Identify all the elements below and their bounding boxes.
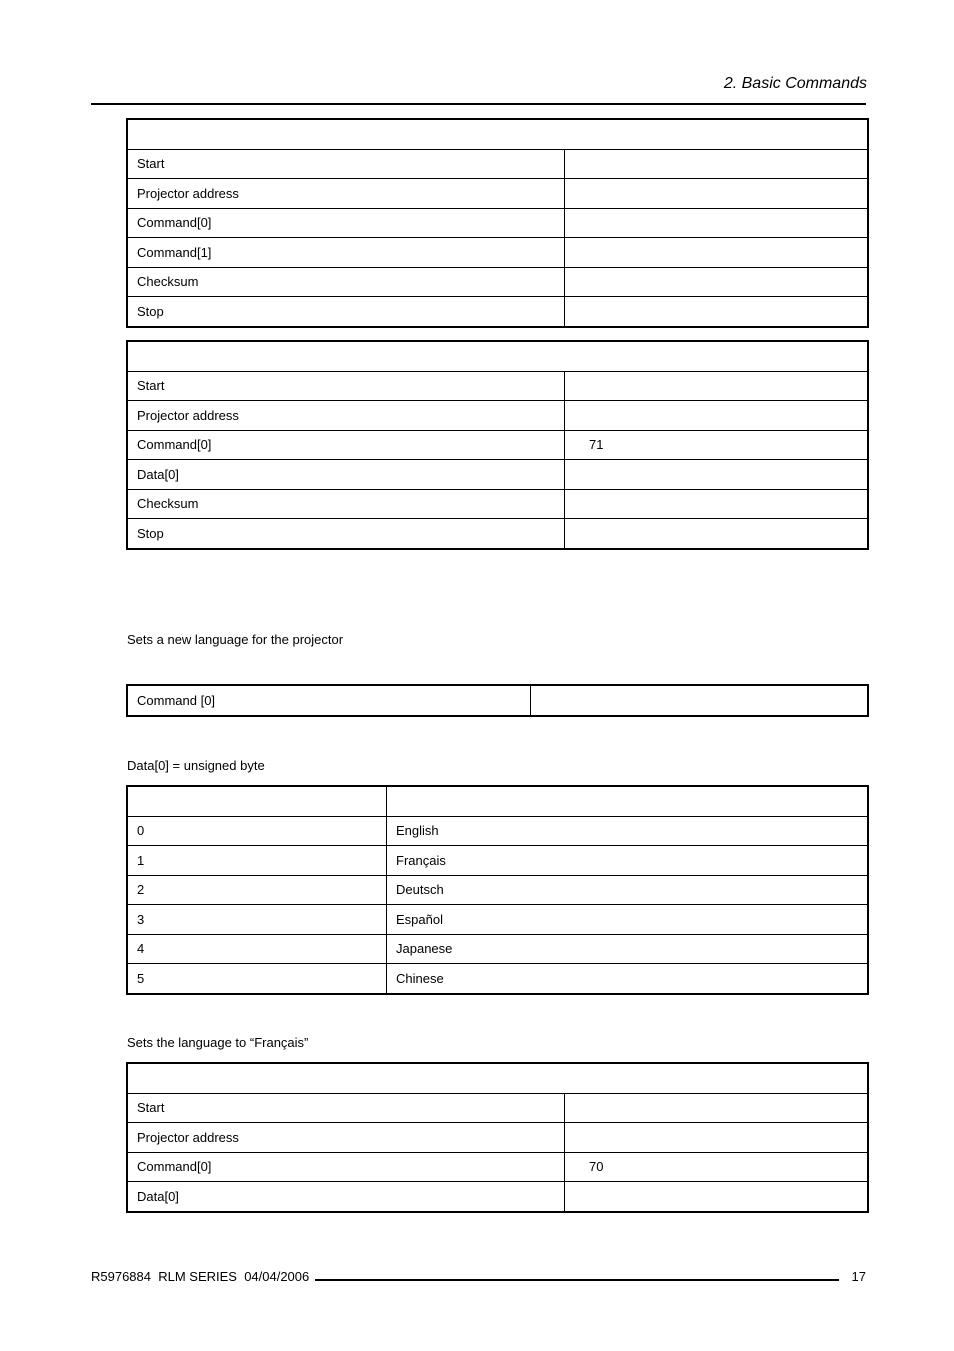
- command-code-table: [127, 685, 868, 716]
- row-value: [565, 519, 868, 549]
- table-row: [128, 1152, 868, 1182]
- table-row: [128, 297, 868, 327]
- row-value: [565, 149, 868, 179]
- row-value: [531, 686, 868, 716]
- table-row: [128, 460, 868, 490]
- table-row: [128, 905, 868, 935]
- table-header-row: [128, 787, 868, 817]
- table-row: [128, 1093, 868, 1123]
- language-name: Deutsch: [387, 875, 868, 905]
- table-title: [128, 1064, 868, 1094]
- row-value: [565, 208, 868, 238]
- table-row: [128, 519, 868, 549]
- row-label: Projector address: [128, 1123, 565, 1153]
- language-table: [127, 786, 868, 994]
- language-name: Chinese: [387, 964, 868, 994]
- row-value: [565, 1182, 868, 1212]
- language-code: 1: [128, 846, 387, 876]
- command-table-2: [127, 341, 868, 549]
- row-value: [565, 460, 868, 490]
- language-name: Japanese: [387, 934, 868, 964]
- command-table-1: [127, 119, 868, 327]
- footer-doc-info: R5976884 RLM SERIES 04/04/2006: [91, 1269, 310, 1284]
- row-value: [565, 1123, 868, 1153]
- row-label: Start: [128, 1093, 565, 1123]
- example-command-table: [127, 1063, 868, 1212]
- row-value: [565, 371, 868, 401]
- data-note: Data[0] = unsigned byte: [127, 758, 265, 773]
- row-value: 70: [565, 1152, 868, 1182]
- language-code: 3: [128, 905, 387, 935]
- page-number: 17: [851, 1269, 866, 1284]
- table-title: [128, 342, 868, 372]
- language-name: English: [387, 816, 868, 846]
- row-value: 71: [565, 430, 868, 460]
- row-label: Projector address: [128, 401, 565, 431]
- row-label: Command[0]: [128, 430, 565, 460]
- row-label: Data[0]: [128, 460, 565, 490]
- table-row: [128, 686, 868, 716]
- table-row: [128, 179, 868, 209]
- row-label: Start: [128, 371, 565, 401]
- language-name: Français: [387, 846, 868, 876]
- row-value: [565, 401, 868, 431]
- language-name: Español: [387, 905, 868, 935]
- table-row: [128, 964, 868, 994]
- table-row: [128, 875, 868, 905]
- row-value: [565, 297, 868, 327]
- row-value: [565, 179, 868, 209]
- column-header: [128, 787, 387, 817]
- row-label: Data[0]: [128, 1182, 565, 1212]
- table-title-row: [128, 120, 868, 150]
- language-code: 0: [128, 816, 387, 846]
- row-label: Checksum: [128, 267, 565, 297]
- row-label: Checksum: [128, 489, 565, 519]
- table-row: [128, 267, 868, 297]
- table-row: [128, 401, 868, 431]
- table-row: [128, 208, 868, 238]
- row-label: Stop: [128, 297, 565, 327]
- table-row: [128, 149, 868, 179]
- language-code: 5: [128, 964, 387, 994]
- row-value: [565, 489, 868, 519]
- row-label: Command[0]: [128, 1152, 565, 1182]
- row-value: [565, 267, 868, 297]
- section-title: 2. Basic Commands: [723, 75, 867, 92]
- row-label: Command [0]: [128, 686, 531, 716]
- description-text: Sets a new language for the projector: [127, 632, 344, 647]
- table-title: [128, 120, 868, 150]
- language-code: 4: [128, 934, 387, 964]
- row-value: [565, 1093, 868, 1123]
- example-note: Sets the language to “Français”: [127, 1035, 309, 1050]
- table-title-row: [128, 1064, 868, 1094]
- footer-rule: [315, 1279, 839, 1281]
- table-row: [128, 1123, 868, 1153]
- table-row: [128, 934, 868, 964]
- row-label: Command[0]: [128, 208, 565, 238]
- table-row: [128, 816, 868, 846]
- table-row: [128, 371, 868, 401]
- column-header: [387, 787, 868, 817]
- table-title-row: [128, 342, 868, 372]
- language-code: 2: [128, 875, 387, 905]
- row-label: Stop: [128, 519, 565, 549]
- header-rule: [91, 103, 866, 105]
- table-row: [128, 489, 868, 519]
- row-label: Start: [128, 149, 565, 179]
- row-label: Projector address: [128, 179, 565, 209]
- row-value: [565, 238, 868, 268]
- table-row: [128, 430, 868, 460]
- table-row: [128, 238, 868, 268]
- table-row: [128, 1182, 868, 1212]
- row-label: Command[1]: [128, 238, 565, 268]
- table-row: [128, 846, 868, 876]
